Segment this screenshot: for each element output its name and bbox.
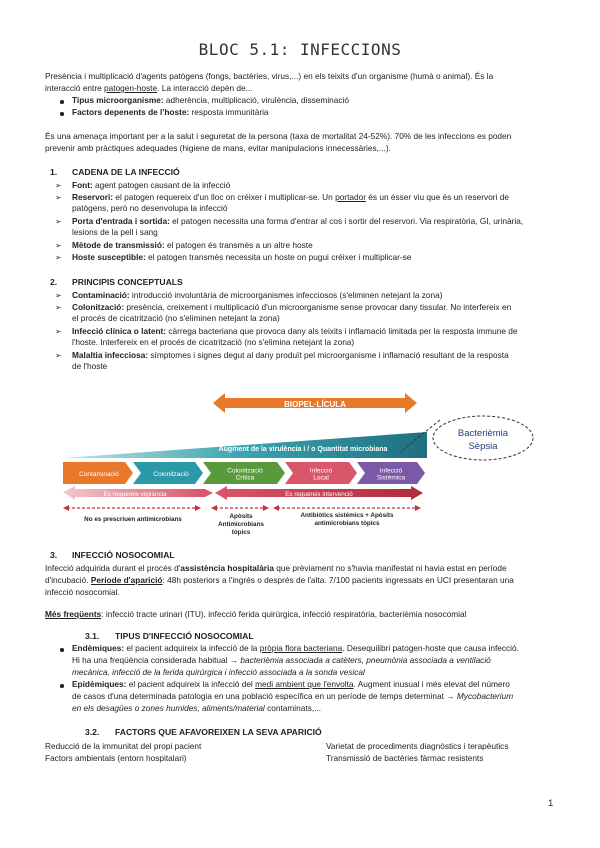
arrow-bullet: ➢ [55,327,62,336]
epidemic-line-3: en els desagües o zones humides, aliments/material contaminats,... [72,703,322,713]
arrow-bullet: ➢ [55,193,62,202]
frequent-infections: Més freqüents: infecció tracte urinari (ITU), infecció ferida quirúrgica, infecció respiratòria, bacterièmia nosocomial [45,609,467,619]
no-antimicrobials-label: No es prescriuen antimicrobians [84,516,182,523]
topical-antimicrobial-label: Apòsits Antimicrobians tòpics [218,513,264,536]
list-item-cont: l'hoste. Interfereix en el procés de cicatrització (no s'elimina netejant la zona) [72,337,355,347]
section-number: 2. [50,277,58,287]
systemic-antibiotics-label-2: antimicrobians tòpics [314,520,380,527]
wedge-label: Augment de la virulència i / o Quantitat microbiana [218,446,388,453]
callout-sepsis: Sèpsia [468,441,498,452]
subsection-number: 3.2. [85,727,100,737]
infection-continuum-diagram [55,390,545,545]
arrow-bullet: ➢ [55,291,62,300]
nosocomial-line-1: Infecció adquirida durant el procés d'assistència hospitalària que prèviament no s'havia manifestat ni havia estat en període [45,563,507,573]
section-heading: CADENA DE LA INFECCIÓ [72,167,180,177]
bullet-dot [60,684,64,688]
intro-line-1: Presència i multiplicació d'agents patògens (fongs, bactèries, virus,...) en els teixits d'un organisme (humà o animal). És la [45,71,494,81]
biofilm-arrow [213,393,417,413]
section-heading: INFECCIÓ NOSOCOMIAL [72,550,175,560]
epidemic-line-2: de casos d'una determinada patologia en una població específica en un període de temps determinat → Mycobacterium [72,691,514,701]
stage-chevrons [63,462,425,484]
list-item: Font: agent patogen causant de la infecció [72,180,231,190]
intervention-label: Es requereix intervenció [285,491,353,498]
arrow-bullet: ➢ [55,241,62,250]
arrow-bullet: ➢ [55,253,62,262]
list-item: Mètode de transmissió: el patogen és transmès a un altre hoste [72,240,313,250]
biofilm-label: BIOPEL·LÍCULA [284,400,346,409]
intervention-arrow [215,486,423,500]
arrow-bullet: ➢ [55,217,62,226]
list-item-cont: de l'hoste [72,361,108,371]
intro-bullet: Tipus microorganisme: adherència, multiplicació, virulència, disseminació [72,95,349,105]
bullet-dot [60,112,64,116]
virulence-wedge [63,432,427,458]
intro-bullet: Factors depenents de l'hoste: resposta immunitària [72,107,269,117]
list-item: Porta d'entrada i sortida: el patogen necessita una forma d'entrar al cos i sortir del reservori. Via respiratòria, GI, urinària, [72,216,524,226]
factor-item: Transmissió de bactèries fàrmac resistents [326,753,484,763]
list-item: Reservori: el patogen requereix d'un lloc on créixer i multiplicar-se. Un portador és un ésser viu que és un reservori de [72,192,509,202]
list-item-cont: el procés de cicatrització (no s'eliminen netejant la zona) [72,313,280,323]
vigilance-label: Es requereix vigilància [103,491,167,498]
section-number: 1. [50,167,58,177]
subsection-heading: FACTORS QUE AFAVOREIXEN LA SEVA APARICIÓ [115,727,322,737]
intro-line-2: interacció entre patogen-hoste. La interacció depèn de... [45,83,253,93]
section-heading: PRINCIPIS CONCEPTUALS [72,277,183,287]
arrow-bullet: ➢ [55,181,62,190]
callout-bacteremia: Bacterièmia [457,428,509,439]
list-item: Hoste susceptible: el patogen transmès necessita un hoste on pugui créixer i multiplicar-se [72,252,412,262]
nosocomial-line-3: infecció nosocomial. [45,587,120,597]
threat-line-1: És una amenaça important per a la salut i seguretat de la persona (taxa de mortalitat 24-52%). 70% de les infeccions es poden [45,131,512,141]
stage-label-3: Infecció Local [309,467,333,482]
factor-item: Reducció de la immunitat del propi pacient [45,741,202,751]
endemic-line-1: Endèmiques: el pacient adquireix la infecció de la pròpia flora bacteriana. Desequilibri patogen-hoste que causa infecció. [72,643,519,653]
factor-item: Factors ambientals (entorn hospitalari) [45,753,187,763]
threat-line-2: prevenir amb pràctiques adequades (higiene de mans, evitar manipulacions innecessàries,...). [45,143,391,153]
nosocomial-line-2: d'incubació. Període d'aparició: 48h posteriors a l'ingrés o després de l'alta. 7/100 pacients ingressats en UCI presentaran una [45,575,514,585]
stage-label-0: Contaminació [79,471,119,478]
sepsis-callout [433,416,533,460]
vigilance-arrow [63,486,213,500]
epidemic-line-1: Epidèmiques: el pacient adquireix la infecció del medi ambient que l'envolta. Augment inusual i més elevat del número [72,679,510,689]
stage-label-1: Colonització [153,471,189,478]
page-number: 1 [548,798,554,809]
list-item-cont: patògens, però no desenvolupa la infecció [72,203,228,213]
list-item: Colonització: presència, creixement i multiplicació d'un microorganisme sense provocar dany tissular. No interfereix en [72,302,512,312]
endemic-line-2: Hi ha una freqüència considerada habitual → bacterièmia associada a catèters, pneumònia associada a ventilació [72,655,491,665]
list-item: Infecció clínica o latent: càrrega bacteriana que provoca dany als teixits i inflamació limitada per la resposta immune de [72,326,518,336]
subsection-number: 3.1. [85,631,100,641]
stage-label-4: Infecció Sistèmica [376,467,406,482]
bullet-dot [60,648,64,652]
page-title: BLOC 5.1: INFECCIONS [198,40,402,59]
factor-item: Varietat de procediments diagnòstics i terapèutics [326,741,509,751]
bullet-dot [60,100,64,104]
arrow-bullet: ➢ [55,303,62,312]
list-item-cont: lesions de la pell i sang [72,227,158,237]
systemic-antibiotics-label-1: Antibiòtics sistèmics + Apòsits [300,512,394,519]
arrow-bullet: ➢ [55,351,62,360]
subsection-heading: TIPUS D'INFECCIÓ NOSOCOMIAL [115,631,254,641]
list-item: Malaltia infecciosa: símptomes i signes degut al dany produït pel microorganisme i inflamació resultant de la resposta [72,350,509,360]
endemic-line-3: mecànica, infecció de la ferida quirúrgica i infecció associada a la sonda vesical [72,667,365,677]
section-number: 3. [50,550,58,560]
list-item: Contaminació: introducció involuntària de microorganismes infecciosos (s'eliminen netejant la zona) [72,290,443,300]
stage-label-2: Colonització Crítica [227,467,263,482]
